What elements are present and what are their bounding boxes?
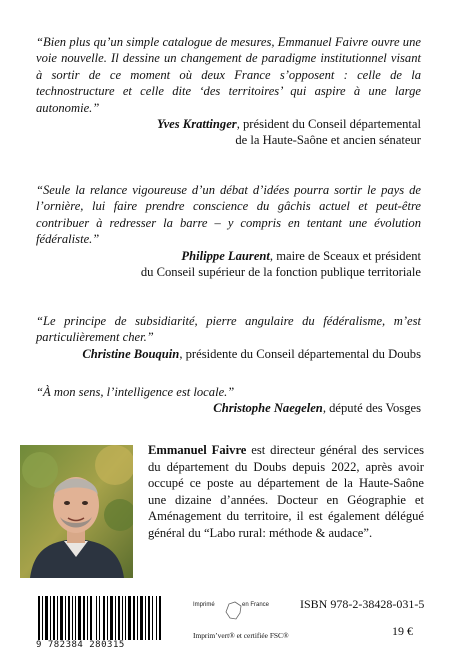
quote-text: “À mon sens, l’intelligence est locale.”	[36, 385, 235, 399]
isbn: ISBN 978-2-38428-031-5	[300, 597, 425, 611]
barcode-digits: 9 782384 280315	[36, 640, 166, 650]
quote-text: “Le principe de subsidiarité, pierre angulaire du fédéralisme, m’est particulièrement cher.”	[36, 314, 421, 345]
imprime-label: Imprimé	[193, 602, 215, 608]
quote-role: , présidente du Conseil départemental du Doubs	[179, 346, 421, 361]
quote-author: Yves Krattinger	[157, 117, 237, 132]
en-france-label: en France	[242, 602, 270, 608]
quote-attribution	[36, 346, 421, 362]
quote-text: “Seule la relance vigoureuse d’un débat d’idées pourra sortir le pays de l’ornière, lui faire prendre conscience du gâchis actuel et peut-être contribuer à redresser la barre – y compris en tentant une évolution fédéraliste.”	[36, 183, 421, 247]
author-name: Emmanuel Faivre	[148, 443, 247, 457]
quote-laurent	[36, 182, 421, 280]
quote-role-continued: du Conseil supérieur de la fonction publique territoriale	[140, 265, 421, 280]
quote-role: , président du Conseil départemental	[236, 117, 421, 132]
quote-role: , maire de Sceaux et président	[269, 248, 421, 263]
quote-role-continued: de la Haute-Saône et ancien sénateur	[235, 133, 421, 148]
quote-bouquin	[36, 313, 421, 362]
quote-attribution	[36, 400, 421, 416]
quote-krattinger	[36, 34, 421, 149]
quote-attribution	[36, 248, 421, 281]
imprim-vert-certification: Imprim’vert® et certifiée FSC®	[193, 631, 289, 640]
price: 19 €	[392, 624, 413, 638]
author-bio-text: est directeur général des services du département du Doubs depuis 2022, après avoir occupé ce poste au département de la Haute-Saône une dizaine d’années. Docteur en Géographie et Aménagement du territoire, il est également délégué général du “Labo rural: méthode & audace”.	[148, 443, 424, 540]
quote-text: “Bien plus qu’un simple catalogue de mesures, Emmanuel Faivre ouvre une voie nouvelle. Il dessine un changement de paradigme institutionnel visant à sortir de ce moment où deux France s’opposent : celle de la technostructure et celle dite ‘des territoires’ qui aspire à une large autonomie.”	[36, 35, 421, 115]
quote-author: Christine Bouquin	[82, 346, 180, 361]
author-bio	[148, 442, 424, 542]
quote-naegelen	[36, 384, 421, 417]
quote-attribution	[36, 116, 421, 149]
quote-role: , député des Vosges	[322, 401, 421, 416]
author-photo	[20, 445, 133, 578]
quote-author: Christophe Naegelen	[213, 401, 323, 416]
quote-author: Philippe Laurent	[181, 248, 270, 263]
